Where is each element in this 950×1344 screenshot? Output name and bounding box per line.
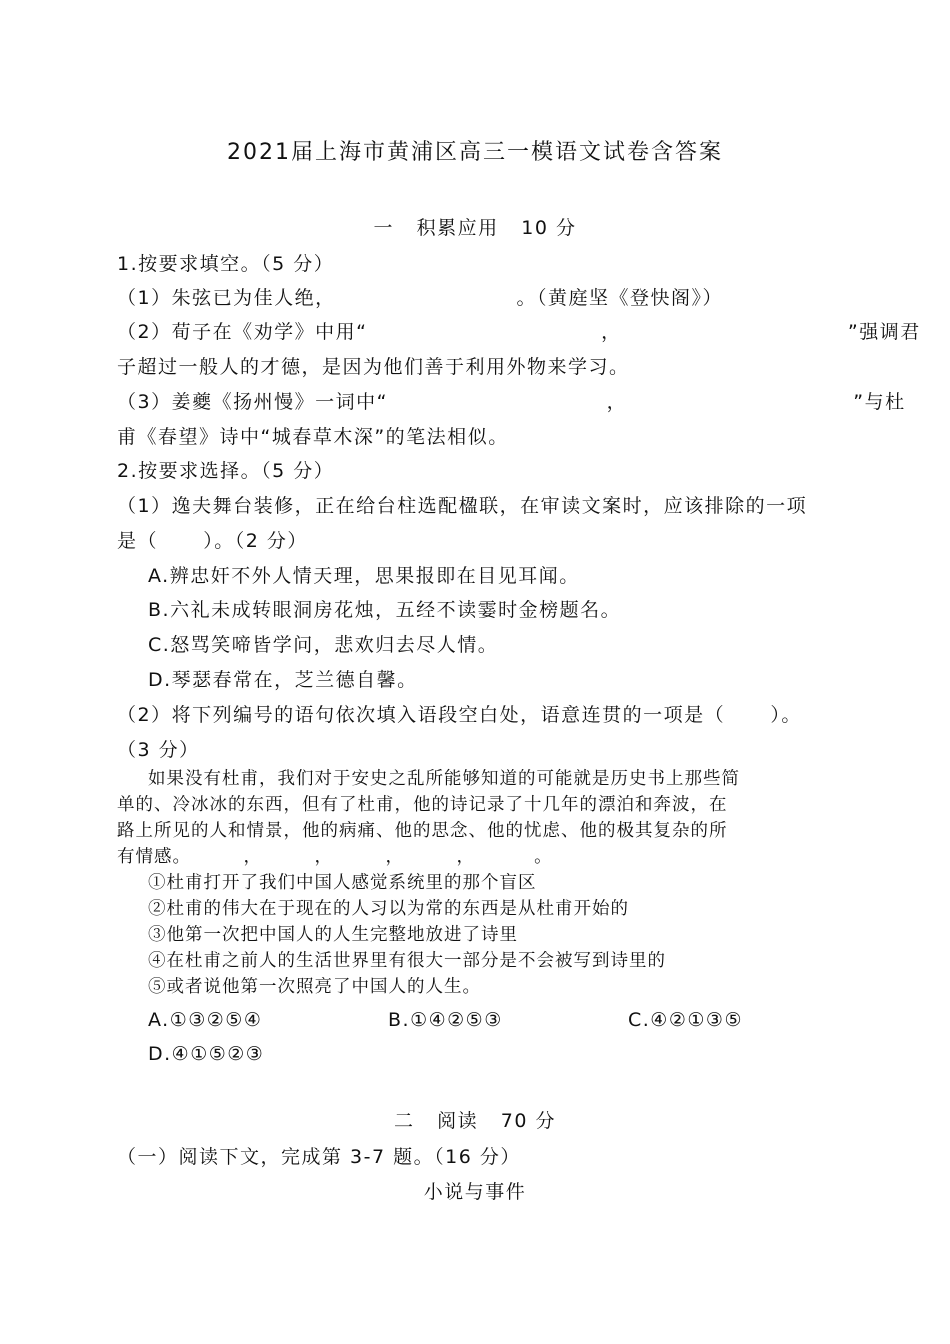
question-1-item-3-line2: 甫《春望》诗中“城春草木深”的笔法相似。	[117, 426, 509, 448]
question-1-item-2-line1: （2）荀子在《劝学》中用“ ， ”强调君	[117, 321, 921, 343]
question-2-part-2-line2: （3 分）	[117, 739, 200, 761]
question-2-part-1-line2: 是（ ）。（2 分）	[117, 530, 308, 552]
sentence-item-5: ⑤或者说他第一次照亮了中国人的人生。	[148, 977, 481, 997]
passage-line-4: 有情感。 ， ， ， ， 。	[117, 847, 553, 867]
option-a: A.辨忠奸不外人情天理，思果报即在目见耳闻。	[148, 565, 580, 587]
answer-option-d: D.④①⑤②③	[148, 1043, 265, 1065]
passage-line-2: 单的、冷冰冰的东西，但有了杜甫，他的诗记录了十几年的漂泊和奔波，在	[117, 795, 728, 815]
sentence-item-4: ④在杜甫之前人的生活世界里有很大一部分是不会被写到诗里的	[148, 951, 666, 971]
question-2-part-2-line1: （2）将下列编号的语句依次填入语段空白处，语意连贯的一项是（ ）。	[117, 704, 802, 726]
section-heading-1: 一 积累应用 10 分	[373, 217, 577, 239]
question-1-heading: 1.按要求填空。（5 分）	[117, 253, 335, 275]
question-2-part-1-line1: （1）逸夫舞台装修，正在给台柱选配楹联，在审读文案时，应该排除的一项	[117, 495, 808, 517]
option-c: C.怒骂笑啼皆学问，悲欢归去尽人情。	[148, 634, 499, 656]
question-2-heading: 2.按要求选择。（5 分）	[117, 460, 335, 482]
reading-heading: （一）阅读下文，完成第 3-7 题。（16 分）	[117, 1146, 521, 1168]
document-title: 2021届上海市黄浦区高三一模语文试卷含答案	[227, 140, 723, 165]
sentence-item-2: ②杜甫的伟大在于现在的人习以为常的东西是从杜甫开始的	[148, 899, 629, 919]
question-1-item-2-line2: 子超过一般人的才德，是因为他们善于利用外物来学习。	[117, 356, 630, 378]
story-title: 小说与事件	[423, 1181, 527, 1203]
answer-option-a: A.①③②⑤④	[148, 1009, 263, 1031]
answer-option-b: B.①④②⑤③	[388, 1009, 503, 1031]
option-d: D.琴瑟春常在，芝兰德自馨。	[148, 669, 418, 691]
passage-line-3: 路上所见的人和情景，他的病痛、他的思念、他的忧虑、他的极其复杂的所	[117, 821, 728, 841]
question-1-item-3-line1: （3）姜夔《扬州慢》一词中“ ， ”与杜	[117, 391, 906, 413]
sentence-item-3: ③他第一次把中国人的人生完整地放进了诗里	[148, 925, 518, 945]
sentence-item-1: ①杜甫打开了我们中国人感觉系统里的那个盲区	[148, 873, 537, 893]
passage-line-1: 如果没有杜甫，我们对于安史之乱所能够知道的可能就是历史书上那些简	[148, 769, 740, 789]
answer-option-c: C.④②①③⑤	[628, 1009, 743, 1031]
option-b: B.六礼未成转眼洞房花烛，五经不读霎时金榜题名。	[148, 599, 622, 621]
question-1-item-1: （1）朱弦已为佳人绝， 。（黄庭坚《登快阁》）	[117, 287, 724, 309]
section-heading-2: 二 阅读 70 分	[394, 1110, 556, 1132]
